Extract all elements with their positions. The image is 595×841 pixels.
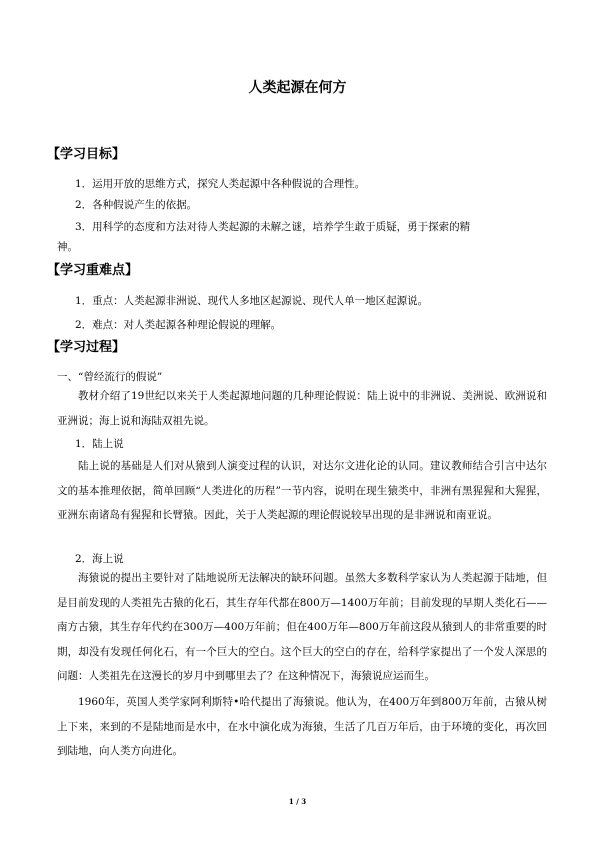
subsection-title-land: 1．陆上说 xyxy=(75,438,124,450)
land-theory-paragraph: 陆上说的基础是人们对从猿到人演变过程的认识，对达尔文进化论的认同。建议教师结合引言中达尔文的基本推理依据，简单回顾“人类进化的历程”一节内容，说明在现生猿类中，非洲有黑猩猩和大猩猩，亚洲东南诸岛有猩猩和长臂猿。因此，关于人类起源的理论假说较早出现的是非洲说和南亚说。 xyxy=(57,460,547,522)
goal-item: 2．各种假说产生的依据。 xyxy=(75,199,198,211)
goal-item: 3．用科学的态度和方法对待人类起源的未解之谜，培养学生敢于质疑，勇于探索的精 xyxy=(75,221,471,233)
section-heading-process: 【学习过程】 xyxy=(47,340,126,355)
sea-theory-paragraph: 海猿说的提出主要针对了陆地说所无法解决的缺环问题。虽然大多数科学家认为人类起源于陆地，但是目前发现的人类祖先古猿的化石，其生存年代都在800万—1400万年前；目前发现的早期人类化石——南方古猿，其生存年代约在300万—400万年前；但在400万年—800万年前这段从猿到人的非常重要的时期，却没有发现任何化石，有一个巨大的空白。这个巨大的空白的存在，给科学家提出了一个发人深思的问题：人类祖先在这漫长的岁月中到哪里去了？在这种情况下，海猿说应运而生。 xyxy=(57,572,547,683)
subsection-title-sea: 2．海上说 xyxy=(75,553,124,565)
section-heading-key-points: 【学习重难点】 xyxy=(47,263,139,278)
goal-item: 神。 xyxy=(57,241,78,253)
key-point-item: 2．难点：对人类起源各种理论假说的理解。 xyxy=(75,319,282,331)
key-point-item: 1．重点：人类起源非洲说、现代人多地区起源说、现代人单一地区起源说。 xyxy=(75,295,429,307)
page-number: 1 / 3 xyxy=(288,797,307,806)
intro-paragraph: 教材介绍了19世纪以来关于人类起源地问题的几种理论假说：陆上说中的非洲说、美洲说、欧洲说和亚洲说；海上说和海陆双祖先说。 xyxy=(57,390,547,427)
goal-item: 1．运用开放的思维方式，探究人类起源中各种假说的合理性。 xyxy=(75,178,366,190)
page-title: 人类起源在何方 xyxy=(248,80,347,96)
part-title: 一、“曾经流行的假说” xyxy=(57,371,163,383)
sea-theory-paragraph-2: 1960年，英国人类学家阿利斯特•哈代提出了海猿说。他认为，在400万年到800万年前，古猿从树上下来，来到的不是陆地而是水中，在水中演化成为海猿，生活了几百万年后，由于环境的变化，再次回到陆地，向人类方向进化。 xyxy=(57,696,547,758)
section-heading-goals: 【学习目标】 xyxy=(47,147,126,162)
